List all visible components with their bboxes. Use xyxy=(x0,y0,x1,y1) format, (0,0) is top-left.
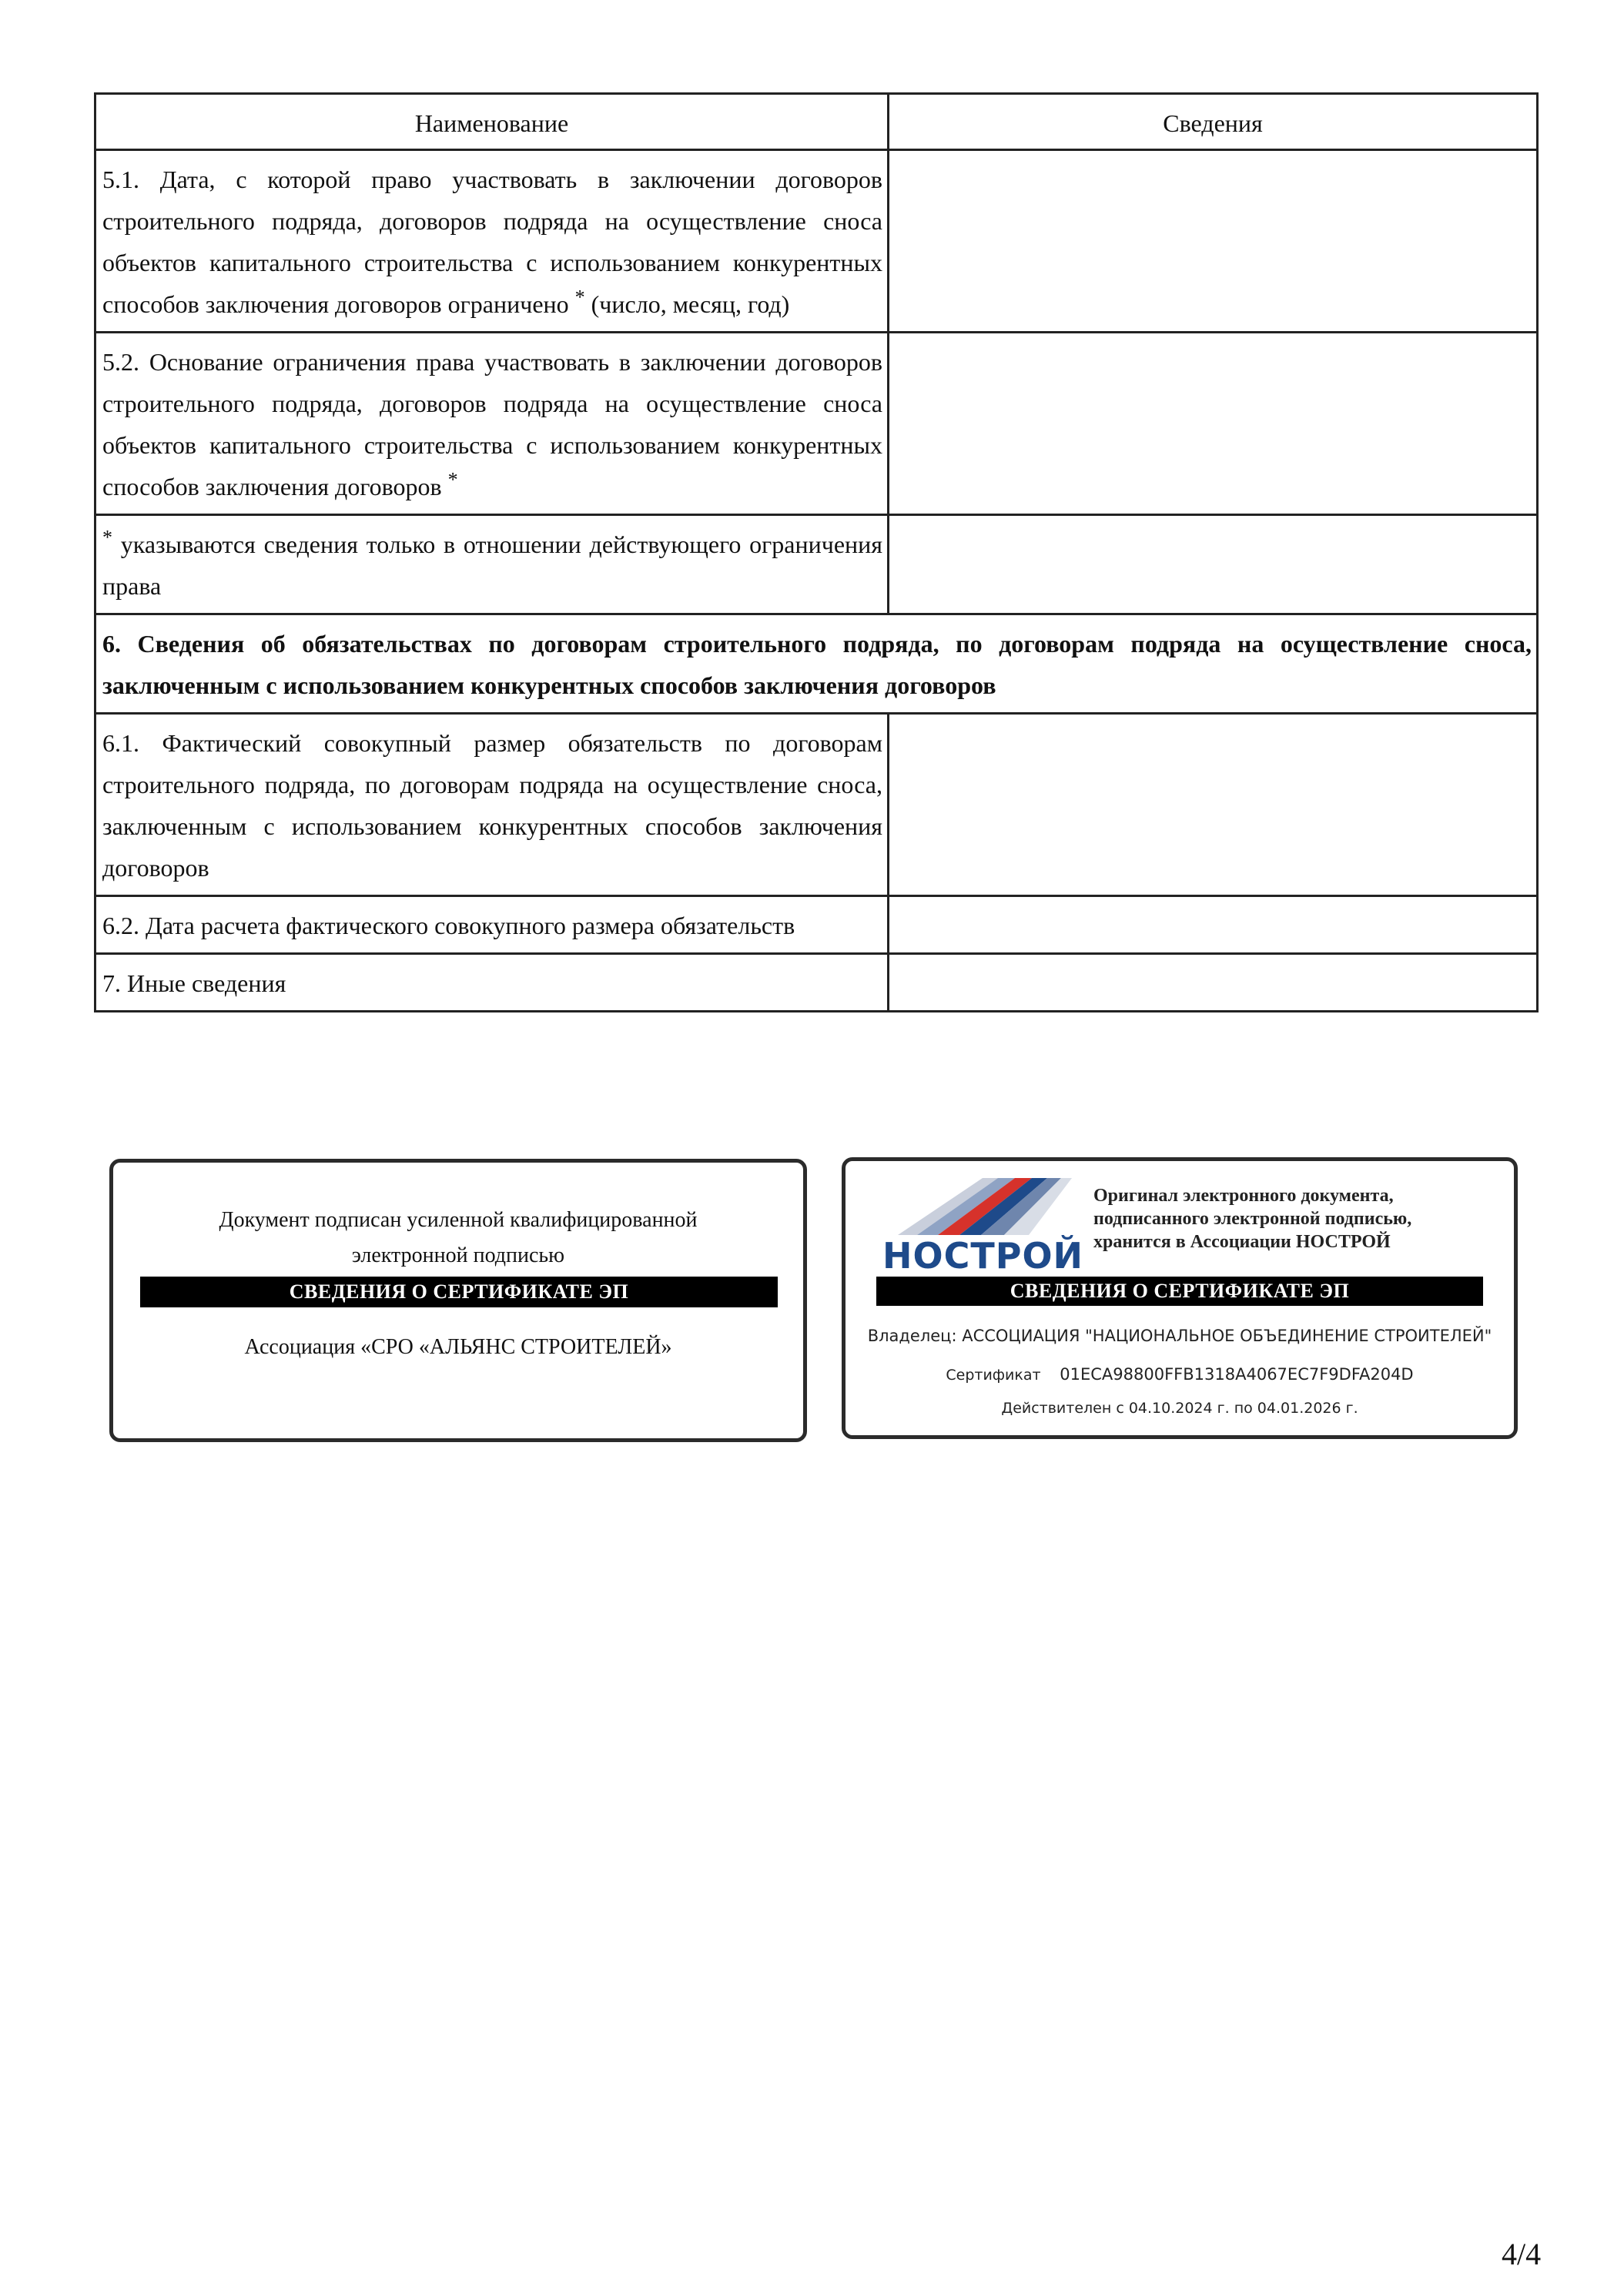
cert-label: Сертификат xyxy=(946,1367,1041,1384)
row-6-1-label: 6.1. Фактический совокупный размер обязательств по договорам строительного подряда, по договорам подряда на осуществление сноса, заключенным с использованием конкурентных способов заключения договоров xyxy=(95,714,889,896)
footnote-star: * xyxy=(574,286,585,309)
signed-line-2: электронной подписью xyxy=(351,1243,565,1267)
table-row xyxy=(95,954,1538,1012)
footnote-star: * xyxy=(447,468,458,491)
original-line-1: Оригинал электронного документа, xyxy=(1093,1186,1394,1206)
row-5-1-tail: (число, месяц, год) xyxy=(591,290,790,318)
page-number: 4/4 xyxy=(1502,2237,1542,2271)
table-row xyxy=(95,515,1538,614)
row-6-2-label: 6.2. Дата расчета фактического совокупного размера обязательств xyxy=(95,896,889,954)
table-row xyxy=(95,333,1538,515)
original-statement xyxy=(1093,1184,1494,1253)
table-row xyxy=(95,896,1538,954)
row-5-1-label xyxy=(95,150,889,333)
cert-validity: Действителен с 04.10.2024 г. по 04.01.2026 г. xyxy=(1001,1400,1358,1417)
cert-number: 01ECA98800FFB1318A4067EC7F9DFA204D xyxy=(1060,1365,1414,1384)
row-7-label: 7. Иные сведения xyxy=(95,954,889,1012)
table-row xyxy=(95,714,1538,896)
header-name: Наименование xyxy=(95,94,889,150)
logo-text: НОСТРОЙ xyxy=(882,1235,1084,1277)
signature-stamp-left xyxy=(109,1159,807,1442)
row-7-value xyxy=(889,954,1538,1012)
original-line-2: подписанного электронной подписью, xyxy=(1093,1209,1412,1229)
roof-stripes-icon xyxy=(882,1175,1075,1240)
nostroy-logo xyxy=(882,1175,1084,1277)
signature-stamp-right xyxy=(842,1157,1518,1439)
cert-header-bar: СВЕДЕНИЯ О СЕРТИФИКАТЕ ЭП xyxy=(876,1277,1483,1306)
footnote-value xyxy=(889,515,1538,614)
cert-owner: Владелец: АССОЦИАЦИЯ "НАЦИОНАЛЬНОЕ ОБЪЕДИНЕНИЕ СТРОИТЕЛЕЙ" xyxy=(867,1327,1492,1345)
footnote-text: указываются сведения только в отношении действующего ограничения права xyxy=(102,530,883,600)
row-5-1-value xyxy=(889,150,1538,333)
row-6-1-value xyxy=(889,714,1538,896)
cert-number-line xyxy=(845,1363,1514,1387)
table-header-row xyxy=(95,94,1538,150)
signed-line-1: Документ подписан усиленной квалифицированной xyxy=(219,1208,698,1232)
row-5-2-label xyxy=(95,333,889,515)
footnote-star: * xyxy=(102,526,112,549)
row-6-2-value xyxy=(889,896,1538,954)
original-line-3: хранится в Ассоциации НОСТРОЙ xyxy=(1093,1232,1391,1252)
row-5-2-value xyxy=(889,333,1538,515)
info-table xyxy=(94,92,1539,1012)
organization-name: Ассоциация «СРО «АЛЬЯНС СТРОИТЕЛЕЙ» xyxy=(244,1335,672,1359)
row-5-1-text: 5.1. Дата, с которой право участвовать в заключении договоров строительного подряда, договоров подряда на осуществление сноса объектов капитального строительства с использованием конкурентных способов заключения договоров ограничено xyxy=(102,166,882,318)
section-6-title: 6. Сведения об обязательствах по договорам строительного подряда, по договорам подряда на осуществление сноса, заключенным с использованием конкурентных способов заключения договоров xyxy=(95,614,1538,714)
header-info: Сведения xyxy=(889,94,1538,150)
cert-header-bar: СВЕДЕНИЯ О СЕРТИФИКАТЕ ЭП xyxy=(140,1277,778,1307)
table-row xyxy=(95,150,1538,333)
row-5-2-text: 5.2. Основание ограничения права участвовать в заключении договоров строительного подряда, договоров подряда на осуществление сноса объектов капитального строительства с использованием конкурентных способов заключения договоров xyxy=(102,348,882,500)
section-row xyxy=(95,614,1538,714)
signed-statement xyxy=(113,1203,803,1274)
footnote-label xyxy=(95,515,889,614)
